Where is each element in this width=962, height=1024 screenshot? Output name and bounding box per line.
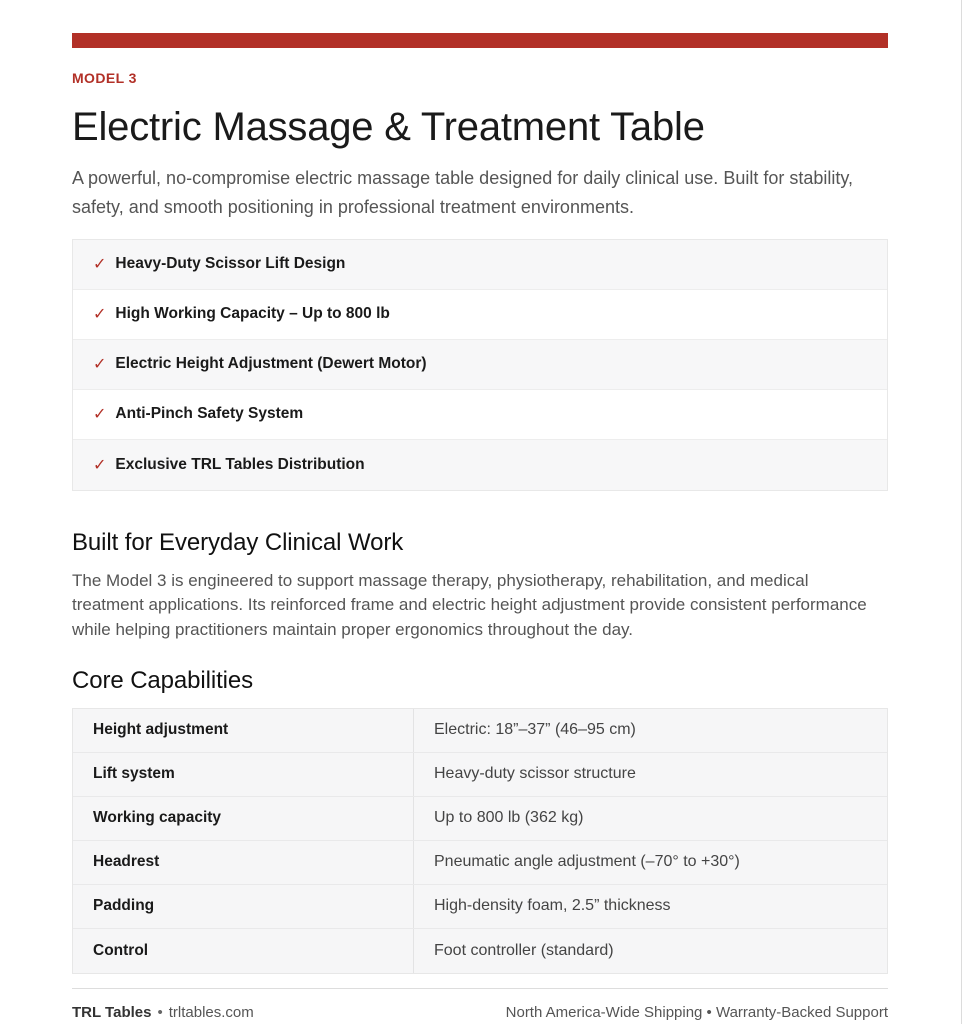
feature-label: Anti-Pinch Safety System bbox=[115, 405, 304, 423]
feature-label: Exclusive TRL Tables Distribution bbox=[115, 455, 365, 473]
spec-label: Control bbox=[73, 929, 414, 973]
spec-value: Electric: 18”–37” (46–95 cm) bbox=[434, 721, 636, 739]
table-row bbox=[73, 885, 887, 929]
footer-right: North America-Wide Shipping • Warranty-Backed Support bbox=[505, 1003, 888, 1021]
spec-value: Pneumatic angle adjustment (–70° to +30°) bbox=[434, 853, 740, 871]
section-clinical-work bbox=[72, 529, 888, 643]
accent-bar bbox=[72, 33, 888, 48]
feature-list bbox=[72, 239, 888, 491]
check-icon: ✓ bbox=[93, 256, 107, 274]
feature-item bbox=[73, 440, 887, 490]
spec-value: Heavy-duty scissor structure bbox=[434, 765, 636, 783]
spec-label: Height adjustment bbox=[73, 709, 414, 752]
table-row bbox=[73, 797, 887, 841]
section-heading: Core Capabilities bbox=[72, 666, 254, 694]
spec-value: High-density foam, 2.5” thickness bbox=[434, 897, 671, 915]
spec-value: Up to 800 lb (362 kg) bbox=[434, 809, 584, 827]
section-core-capabilities bbox=[72, 667, 888, 974]
footer-separator: • bbox=[157, 1003, 163, 1021]
feature-item bbox=[73, 290, 887, 340]
lead-paragraph: A powerful, no-compromise electric massage table designed for daily clinical use. Built for stability, safety, and smooth positioning in professional treatment environments. bbox=[72, 168, 854, 217]
footer bbox=[72, 988, 888, 1021]
feature-label: High Working Capacity – Up to 800 lb bbox=[115, 305, 390, 323]
footer-site: trltables.com bbox=[168, 1003, 254, 1021]
spec-table bbox=[72, 708, 888, 974]
section-paragraph: The Model 3 is engineered to support massage therapy, physiotherapy, rehabilitation, and medical treatment applications. Its reinforced frame and electric height adjustment provide consistent performance while helping practitioners maintain proper ergonomics throughout the day. bbox=[72, 570, 867, 639]
table-row bbox=[73, 929, 887, 973]
feature-label: Electric Height Adjustment (Dewert Motor) bbox=[115, 355, 427, 373]
table-row bbox=[73, 709, 887, 753]
table-row bbox=[73, 753, 887, 797]
check-icon: ✓ bbox=[93, 306, 107, 324]
spec-value: Foot controller (standard) bbox=[434, 941, 614, 959]
feature-item bbox=[73, 240, 887, 290]
check-icon: ✓ bbox=[93, 456, 107, 474]
page-title: Electric Massage & Treatment Table bbox=[72, 105, 705, 149]
footer-brand: TRL Tables bbox=[72, 1003, 152, 1021]
spec-label: Headrest bbox=[73, 841, 414, 884]
feature-item bbox=[73, 390, 887, 440]
feature-item bbox=[73, 340, 887, 390]
section-heading: Built for Everyday Clinical Work bbox=[72, 528, 404, 556]
table-row bbox=[73, 841, 887, 885]
spec-label: Working capacity bbox=[73, 797, 414, 840]
spec-label: Lift system bbox=[73, 753, 414, 796]
check-icon: ✓ bbox=[93, 356, 107, 374]
footer-left bbox=[72, 1004, 254, 1021]
spec-label: Padding bbox=[73, 885, 414, 928]
check-icon: ✓ bbox=[93, 406, 107, 424]
feature-label: Heavy-Duty Scissor Lift Design bbox=[115, 255, 346, 273]
model-eyebrow: MODEL 3 bbox=[72, 70, 137, 86]
